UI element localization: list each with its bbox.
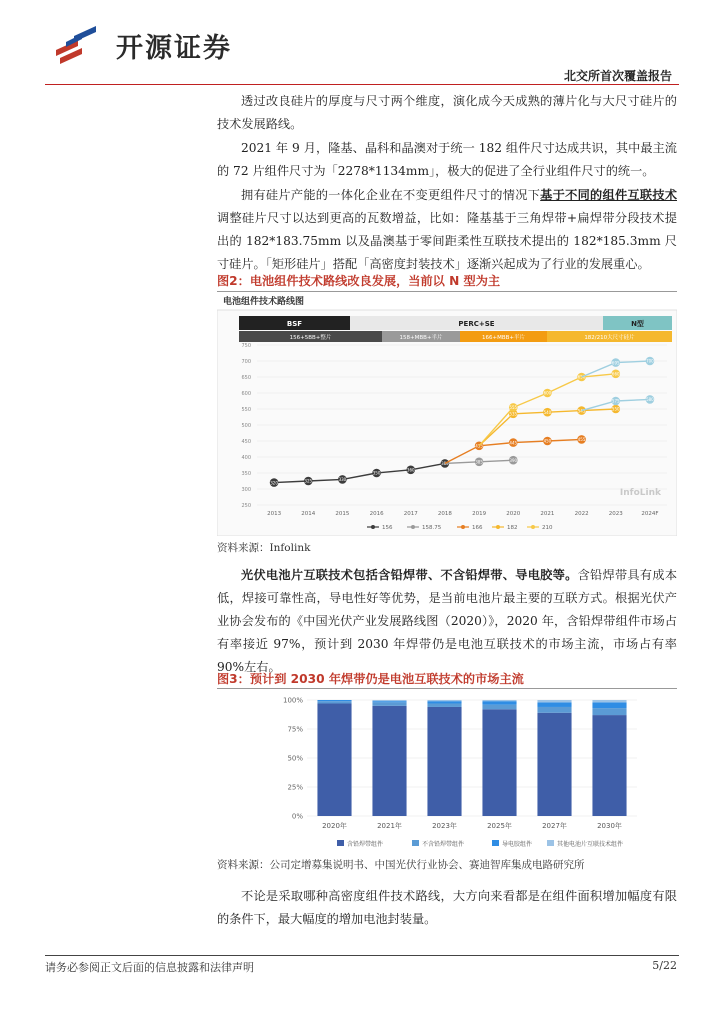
data-label: 320 bbox=[270, 480, 278, 486]
y-tick-label: 50% bbox=[287, 754, 303, 763]
x-tick-label: 2019 bbox=[472, 511, 487, 517]
legend-marker bbox=[371, 525, 375, 529]
bar-segment bbox=[592, 708, 626, 715]
figure-2-title: 图2：电池组件技术路线改良发展，当前以 N 型为主 bbox=[217, 274, 501, 288]
x-tick-label: 2013 bbox=[267, 511, 282, 517]
y-tick-label: 100% bbox=[282, 696, 303, 705]
data-label: 540 bbox=[543, 409, 552, 415]
bar-segment bbox=[317, 701, 351, 703]
bar-segment bbox=[317, 703, 351, 816]
x-tick-label: 2021 bbox=[540, 511, 555, 517]
legend-marker bbox=[461, 525, 465, 529]
bar-segment bbox=[427, 701, 461, 703]
paragraph-5: 不论是采取哪种高密度组件技术路线，大方向来看都是在组件面积增加幅度有限的条件下，最大幅度的增加电池封装量。 bbox=[217, 889, 677, 926]
legend-swatch bbox=[412, 840, 419, 846]
data-label: 325 bbox=[304, 478, 313, 484]
phase-sub-label: 158+MBB+半片 bbox=[399, 335, 443, 341]
legend-label: 不含铅焊带组件 bbox=[422, 841, 465, 848]
data-label: 350 bbox=[372, 470, 381, 476]
data-label: 600 bbox=[543, 390, 552, 396]
phase-sub-label: 182/210大尺寸硅片 bbox=[584, 335, 635, 341]
x-tick-label: 2016 bbox=[369, 511, 384, 517]
chart-title: 电池组件技术路线图 bbox=[223, 297, 305, 307]
legend-label: 210 bbox=[542, 525, 553, 531]
data-label: 390 bbox=[509, 457, 518, 463]
data-label: 695 bbox=[611, 360, 620, 366]
data-label: 360 bbox=[406, 467, 415, 473]
y-tick-label: 400 bbox=[241, 455, 251, 461]
y-tick-label: 250 bbox=[241, 503, 251, 509]
bar-segment bbox=[427, 703, 461, 706]
brand-name: 开源证券 bbox=[116, 33, 232, 64]
legend-label: 182 bbox=[507, 525, 518, 531]
y-tick-label: 550 bbox=[241, 407, 251, 413]
y-tick-label: 350 bbox=[241, 471, 251, 477]
x-tick-label: 2024F bbox=[641, 511, 659, 517]
legend-label: 导电胶组件 bbox=[502, 841, 533, 848]
data-label: 545 bbox=[577, 408, 586, 414]
data-label: 650 bbox=[577, 374, 586, 380]
data-label: 455 bbox=[577, 437, 586, 443]
figure-3-chart bbox=[217, 690, 677, 854]
paragraph-4-emphasis: 光伏电池片互联技术包括含铅焊带、不含铅焊带、导电胶等。 bbox=[241, 568, 578, 582]
bar-segment bbox=[482, 700, 516, 701]
x-tick-label: 2020年 bbox=[322, 822, 347, 830]
legend-label: 156 bbox=[382, 525, 393, 531]
figure-3-title: 图3：预计到 2030 年焊带仍是电池互联技术的市场主流 bbox=[217, 672, 524, 686]
y-tick-label: 600 bbox=[241, 391, 251, 397]
legend-label: 其他电池片互联技术组件 bbox=[557, 841, 624, 848]
y-tick-label: 0% bbox=[291, 812, 303, 821]
legend-marker bbox=[531, 525, 535, 529]
data-label: 450 bbox=[543, 438, 552, 444]
data-label: 385 bbox=[475, 459, 483, 465]
paragraph-4-body: 含铅焊带具有成本低，焊接可靠性高，导电性好等优势，是当前电池片最主要的互联方式。根据光伏产业协会发布的《中国光伏产业发展路线图（2020）》，2020 年，含铅焊带组件市场占有率接近 97%，预计到 2030 年焊带仍是电池互联技术的市场主流，市场占有率 90%左右。 bbox=[217, 568, 678, 674]
x-tick-label: 2015 bbox=[335, 511, 350, 517]
legend-swatch bbox=[337, 840, 344, 846]
bar-segment bbox=[372, 700, 406, 701]
paragraph-3-body: 调整硅片尺寸以达到更高的瓦数增益，比如：隆基基于三角焊带+扁焊带分段技术提出的 182*183.75mm 以及晶澳基于零间距柔性互联技术提出的 182*185.3mm 尺寸硅片。「矩形硅片」搭配「高密度封装技术」逐渐兴起成为了行业的发展重心。 bbox=[217, 211, 677, 271]
watermark: InfoLink bbox=[619, 487, 661, 498]
bar-segment bbox=[372, 701, 406, 702]
x-tick-label: 2022 bbox=[574, 511, 589, 517]
bar-segment bbox=[592, 702, 626, 708]
data-label: 330 bbox=[338, 477, 347, 483]
x-tick-label: 2027年 bbox=[542, 822, 567, 830]
brand-logo-icon bbox=[52, 22, 112, 68]
figure-2-source: 资料来源：Infolink bbox=[217, 542, 311, 554]
phase-label: BSF bbox=[286, 320, 303, 328]
data-label: 380 bbox=[441, 461, 449, 467]
legend-swatch bbox=[492, 840, 499, 846]
y-tick-label: 650 bbox=[241, 375, 251, 381]
data-label: 575 bbox=[611, 398, 620, 404]
header-rule bbox=[45, 84, 679, 85]
x-tick-label: 2025年 bbox=[487, 822, 512, 830]
bar-segment bbox=[537, 700, 571, 702]
data-label: 700 bbox=[646, 358, 654, 364]
data-label: 660 bbox=[611, 371, 620, 377]
paragraph-2: 2021 年 9 月，隆基、晶科和晶澳对于统一 182 组件尺寸达成共识，其中最主流的 72 片组件尺寸为「2278*1134mm」，极大的促进了全行业组件尺寸的统一。 bbox=[217, 141, 677, 178]
bar-segment bbox=[427, 700, 461, 701]
paragraph-4 bbox=[217, 564, 677, 679]
footer-rule bbox=[45, 955, 679, 956]
y-tick-label: 25% bbox=[287, 783, 303, 792]
bar-segment bbox=[482, 705, 516, 710]
x-tick-label: 2017 bbox=[403, 511, 418, 517]
data-label: 535 bbox=[509, 411, 518, 417]
footer-disclaimer: 请务必参阅正文后面的信息披露和法律声明 bbox=[45, 961, 254, 974]
figure-2-chart bbox=[217, 292, 677, 536]
y-tick-label: 750 bbox=[241, 343, 251, 349]
data-label: 435 bbox=[475, 443, 483, 449]
phase-label: N型 bbox=[631, 320, 644, 328]
bar-segment bbox=[317, 700, 351, 701]
data-label: 550 bbox=[611, 406, 620, 412]
paragraph-3 bbox=[217, 184, 677, 276]
paragraph-3-emphasis: 基于不同的组件互联技术 bbox=[540, 188, 678, 202]
phase-label: PERC+SE bbox=[458, 320, 495, 328]
data-label: 445 bbox=[509, 440, 518, 446]
x-tick-label: 2023年 bbox=[432, 822, 457, 830]
page-number: 5/22 bbox=[652, 959, 677, 972]
bar-segment bbox=[537, 702, 571, 707]
legend-swatch bbox=[547, 840, 554, 846]
phase-sub-label: 156+5BB+整片 bbox=[289, 335, 332, 341]
paragraph-1: 透过改良硅片的厚度与尺寸两个维度，演化成今天成熟的薄片化与大尺寸硅片的技术发展路线。 bbox=[217, 94, 677, 131]
bar-segment bbox=[537, 707, 571, 713]
figure-3-source: 资料来源：公司定增募集说明书、中国光伏行业协会、赛迪智库集成电路研究所 bbox=[217, 859, 585, 871]
x-tick-label: 2018 bbox=[437, 511, 452, 517]
x-tick-label: 2014 bbox=[301, 511, 316, 517]
x-tick-label: 2020 bbox=[506, 511, 521, 517]
data-label: 555 bbox=[509, 405, 518, 411]
legend-label: 166 bbox=[472, 525, 483, 531]
bar-segment bbox=[372, 706, 406, 816]
y-tick-label: 500 bbox=[241, 423, 251, 429]
x-tick-label: 2021年 bbox=[377, 822, 402, 830]
bar-segment bbox=[372, 702, 406, 705]
paragraph-3-lead: 拥有硅片产能的一体化企业在不变更组件尺寸的情况下 bbox=[241, 188, 541, 202]
chart-frame bbox=[217, 310, 677, 536]
bar-segment bbox=[592, 715, 626, 816]
figure-3-rule bbox=[217, 688, 677, 689]
bar-segment bbox=[482, 709, 516, 816]
legend-label: 158.75 bbox=[422, 525, 442, 531]
bar-segment bbox=[537, 713, 571, 816]
x-tick-label: 2023 bbox=[608, 511, 623, 517]
report-type: 北交所首次覆盖报告 bbox=[563, 69, 672, 83]
y-tick-label: 450 bbox=[241, 439, 251, 445]
y-tick-label: 300 bbox=[241, 487, 251, 493]
legend-marker bbox=[411, 525, 415, 529]
data-label: 580 bbox=[646, 397, 654, 403]
x-tick-label: 2030年 bbox=[597, 822, 622, 830]
legend-marker bbox=[496, 525, 500, 529]
bar-segment bbox=[427, 707, 461, 816]
bar-segment bbox=[482, 701, 516, 704]
legend-label: 含铅焊带组件 bbox=[347, 841, 384, 848]
y-tick-label: 75% bbox=[287, 725, 303, 734]
bar-segment bbox=[592, 700, 626, 702]
phase-sub-label: 166+MBB+半片 bbox=[481, 335, 526, 341]
y-tick-label: 700 bbox=[241, 359, 251, 365]
